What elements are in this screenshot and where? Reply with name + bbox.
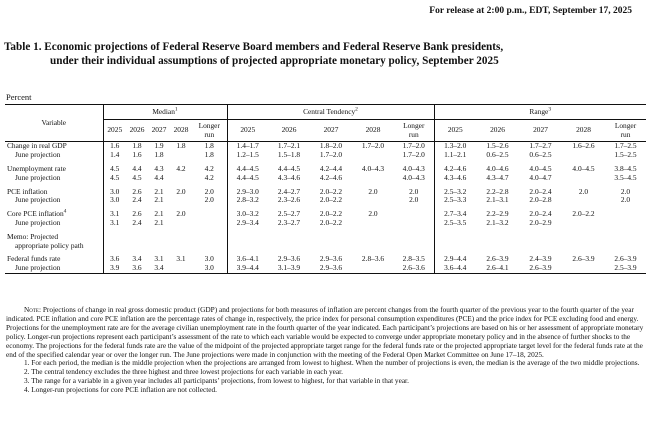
median-cell: 4.5 bbox=[103, 174, 126, 183]
range-cell: 2.0 bbox=[620, 195, 631, 205]
range-cell bbox=[562, 219, 605, 228]
range-cell bbox=[476, 242, 519, 251]
central-tendency-cell bbox=[268, 233, 310, 242]
range-cell: 4.0–4.5 bbox=[572, 163, 595, 173]
central-tendency-cell: 1.7–2.0 bbox=[319, 150, 343, 160]
median-cell: 4.5 bbox=[132, 172, 142, 182]
median-cell bbox=[192, 233, 227, 242]
range-cell: 2.5–3.9 bbox=[605, 264, 646, 273]
row-label: June projection bbox=[15, 150, 61, 160]
central-tendency-cell: 3.1–3.9 bbox=[268, 264, 310, 273]
range-cell bbox=[562, 174, 605, 183]
median-cell: 3.1 bbox=[176, 254, 186, 264]
central-tendency-cell bbox=[352, 233, 394, 242]
title-line-1: Table 1. Economic projections of Federal Reserve Board members and Federal Reserve Bank presidents, bbox=[4, 41, 504, 53]
central-tendency-cell: 2.9–3.6 bbox=[319, 254, 343, 264]
row-label: appropriate policy path bbox=[15, 240, 84, 250]
central-tendency-cell: 1.7–2.0 bbox=[361, 141, 385, 151]
central-tendency-cell: 1.7–2.0 bbox=[402, 150, 425, 160]
median-cell bbox=[192, 210, 227, 219]
range-cell bbox=[562, 151, 605, 160]
median-cell: 1.6 bbox=[132, 150, 142, 160]
median-cell: 2.6 bbox=[132, 209, 142, 219]
median-cell: 2.1 bbox=[154, 217, 164, 227]
median-cell bbox=[126, 233, 148, 242]
median-cell: 1.9 bbox=[154, 141, 164, 151]
median-cell: 4.4 bbox=[154, 172, 164, 182]
range-cell: 2.1–3.2 bbox=[486, 217, 509, 227]
range-cell: 2.6–3.9 bbox=[614, 254, 637, 264]
central-tendency-cell bbox=[352, 196, 394, 205]
units-label: Percent bbox=[6, 92, 32, 102]
row-label: Memo: Projected bbox=[7, 231, 59, 241]
range-cell: 4.0–4.5 bbox=[529, 163, 552, 173]
central-tendency-cell: 2.3–2.7 bbox=[277, 217, 301, 227]
table-row bbox=[5, 242, 646, 251]
central-tendency-cell: 1.4–1.7 bbox=[227, 142, 268, 151]
row-label: June projection bbox=[15, 195, 61, 205]
year-header: 2025 bbox=[434, 119, 476, 142]
range-cell bbox=[434, 242, 476, 251]
median-cell: 3.0 bbox=[192, 264, 227, 273]
median-cell: 3.1 bbox=[103, 219, 126, 228]
central-tendency-cell bbox=[268, 242, 310, 251]
central-tendency-cell: 2.8–3.2 bbox=[227, 196, 268, 205]
range-cell: 2.5–3.5 bbox=[434, 219, 476, 228]
median-cell: 4.3 bbox=[154, 163, 164, 173]
range-cell: 2.2–2.8 bbox=[486, 186, 509, 196]
central-tendency-cell bbox=[394, 233, 434, 242]
median-cell: 4.2 bbox=[204, 163, 214, 173]
median-cell: 3.6 bbox=[126, 264, 148, 273]
median-cell bbox=[103, 233, 126, 242]
central-tendency-cell: 3.0–3.2 bbox=[227, 210, 268, 219]
year-header: 2026 bbox=[126, 119, 148, 142]
range-cell: 4.0–4.6 bbox=[486, 163, 509, 173]
central-tendency-cell: 4.4–4.5 bbox=[227, 174, 268, 183]
central-tendency-cell: 2.9–3.6 bbox=[310, 264, 352, 273]
central-tendency-cell: 2.0 bbox=[409, 195, 419, 205]
central-tendency-cell bbox=[227, 233, 268, 242]
central-tendency-cell: 2.0–2.2 bbox=[319, 209, 343, 219]
range-cell: 2.6–3.9 bbox=[572, 254, 595, 264]
central-tendency-cell bbox=[310, 242, 352, 251]
table-body bbox=[5, 142, 646, 274]
central-tendency-cell: 2.0 bbox=[368, 209, 378, 219]
range-cell: 2.6–3.9 bbox=[486, 254, 509, 264]
central-tendency-cell: 2.0 bbox=[409, 186, 419, 196]
median-cell: 2.0 bbox=[176, 209, 186, 219]
range-cell bbox=[476, 233, 519, 242]
central-tendency-cell bbox=[352, 242, 394, 251]
median-cell: 3.0 bbox=[204, 254, 214, 264]
median-cell: 4.2 bbox=[204, 172, 214, 182]
central-tendency-cell: 4.0–4.3 bbox=[402, 172, 425, 182]
central-tendency-cell: 2.9–3.0 bbox=[227, 188, 268, 197]
central-tendency-cell: 2.3–2.6 bbox=[277, 195, 301, 205]
range-cell: 0.6–2.5 bbox=[486, 150, 509, 160]
central-tendency-cell: 2.8–3.6 bbox=[361, 254, 385, 264]
range-cell: 0.6–2.5 bbox=[529, 150, 552, 160]
median-cell bbox=[170, 151, 192, 160]
range-cell bbox=[562, 196, 605, 205]
median-cell bbox=[170, 196, 192, 205]
central-tendency-cell bbox=[394, 210, 434, 219]
median-cell: 3.1 bbox=[154, 254, 164, 264]
range-cell: 1.5–2.6 bbox=[486, 141, 509, 151]
range-cell bbox=[605, 233, 646, 242]
median-cell: 1.8 bbox=[204, 150, 214, 160]
year-header: 2028 bbox=[352, 119, 394, 142]
median-cell: 4.2 bbox=[176, 163, 186, 173]
central-tendency-header: Central Tendency$^2$ bbox=[227, 105, 434, 120]
range-cell: 3.5–4.5 bbox=[614, 172, 637, 182]
range-cell: 2.6–3.9 bbox=[519, 264, 562, 273]
central-tendency-cell: 2.4–2.7 bbox=[277, 186, 301, 196]
range-cell bbox=[605, 210, 646, 219]
median-cell: 1.8 bbox=[132, 141, 142, 151]
table-row bbox=[5, 174, 646, 183]
central-tendency-cell bbox=[310, 233, 352, 242]
row-label: June projection bbox=[15, 217, 61, 227]
central-tendency-cell: 2.9–3.4 bbox=[227, 219, 268, 228]
median-cell: 1.6 bbox=[103, 142, 126, 151]
median-cell: 2.0 bbox=[176, 186, 186, 196]
title-line-2: under their individual assumptions of projected appropriate monetary policy, September 2025 bbox=[50, 55, 499, 67]
range-cell: 1.7–2.7 bbox=[529, 141, 552, 151]
range-cell bbox=[434, 233, 476, 242]
range-cell: 3.6–4.4 bbox=[434, 264, 476, 273]
range-cell: 2.0–2.2 bbox=[572, 209, 595, 219]
table-row bbox=[5, 196, 646, 205]
median-cell: 4.5 bbox=[103, 165, 126, 174]
row-label: PCE inflation bbox=[7, 186, 48, 196]
range-cell: 2.0–2.4 bbox=[529, 209, 552, 219]
table-row bbox=[5, 233, 646, 242]
note-2: 2. The central tendency excludes the three highest and three lowest projections for each variable in each year. bbox=[24, 367, 343, 377]
median-cell bbox=[170, 174, 192, 183]
median-cell bbox=[192, 242, 227, 251]
longer-run-header: Longer run bbox=[192, 119, 227, 142]
central-tendency-cell bbox=[352, 219, 394, 228]
central-tendency-cell bbox=[227, 242, 268, 251]
central-tendency-cell: 2.8–3.5 bbox=[402, 254, 425, 264]
central-tendency-cell: 4.2–4.4 bbox=[319, 163, 343, 173]
range-cell: 1.6–2.6 bbox=[572, 141, 595, 151]
row-label: June projection bbox=[5, 264, 103, 273]
central-tendency-cell: 1.7–2.0 bbox=[402, 141, 425, 151]
table-title bbox=[4, 40, 646, 68]
median-header: Median$^1$ bbox=[103, 105, 227, 120]
longer-run-header: Longer run bbox=[394, 119, 434, 142]
range-cell: 2.7–3.4 bbox=[434, 210, 476, 219]
note-lead: Note: Projections of change in real gross domestic product (GDP) and projections for both measures of inflation are percent changes from the fourth quarter of the previous year to the fourth quarter of the year indicated. PCE inflation and core PCE inflation are the percentage rates of change in, respectively, the price index for personal consumption expenditures (PCE) and the price index for PCE excluding food and energy. Projections for the unemployment rate are for the average civilian unemployment rate in the fourth quarter of the year indicated. Each participant’s projections are based on his or her assessment of appropriate monetary policy. Longer-run projections represent each participant’s assessment of the rate to which each variable would be expected to converge under appropriate monetary policy and in the absence of further shocks to the economy. The projections for the federal funds rate are the value of the midpoint of the projected appropriate target range for the federal funds rate or the projected appropriate target level for the federal funds rate at the end of the specified calendar year or over the longer run. The June projections were made in conjunction with the meeting of the Federal Open Market Committee on June 17–18, 2025. bbox=[6, 305, 644, 359]
row-label: Unemployment rate bbox=[7, 163, 66, 173]
median-cell: 1.8 bbox=[176, 141, 186, 151]
range-cell bbox=[519, 233, 562, 242]
year-header: 2028 bbox=[562, 119, 605, 142]
central-tendency-cell: 4.4–4.5 bbox=[277, 163, 301, 173]
year-header: 2025 bbox=[227, 119, 268, 142]
central-tendency-cell: 4.3–4.6 bbox=[277, 172, 301, 182]
range-cell: 2.2–2.9 bbox=[486, 209, 509, 219]
range-cell bbox=[605, 242, 646, 251]
year-header: 2027 bbox=[519, 119, 562, 142]
central-tendency-cell: 3.9–4.4 bbox=[227, 264, 268, 273]
median-cell: 3.0 bbox=[103, 196, 126, 205]
central-tendency-cell: 4.0–4.3 bbox=[402, 163, 425, 173]
note-4: 4. Longer-run projections for core PCE inflation are not collected. bbox=[24, 385, 217, 395]
range-cell: 1.5–2.5 bbox=[614, 150, 637, 160]
year-header: 2025 bbox=[103, 119, 126, 142]
table-row bbox=[5, 151, 646, 160]
median-cell: 2.6 bbox=[132, 186, 142, 196]
range-cell: 2.5–3.3 bbox=[434, 196, 476, 205]
central-tendency-cell: 1.5–1.8 bbox=[277, 150, 301, 160]
median-cell bbox=[126, 242, 148, 251]
median-cell: 3.0 bbox=[103, 188, 126, 197]
range-cell: 2.9–4.4 bbox=[434, 255, 476, 264]
row-label: Federal funds rate bbox=[7, 254, 61, 264]
year-header: 2027 bbox=[148, 119, 170, 142]
central-tendency-cell bbox=[394, 242, 434, 251]
median-cell: 3.1 bbox=[103, 210, 126, 219]
median-cell: 3.4 bbox=[148, 264, 170, 273]
central-tendency-cell: 1.2–1.5 bbox=[227, 151, 268, 160]
median-cell: 2.4 bbox=[132, 217, 142, 227]
central-tendency-cell: 1.7–2.1 bbox=[277, 141, 301, 151]
table-row bbox=[5, 219, 646, 228]
median-cell: 3.9 bbox=[103, 264, 126, 273]
range-cell: 2.1–3.1 bbox=[486, 195, 509, 205]
range-cell: 2.0–2.8 bbox=[529, 195, 552, 205]
row-label: Change in real GDP bbox=[7, 141, 67, 151]
range-cell: 4.2–4.6 bbox=[434, 165, 476, 174]
longer-run-header: Longer run bbox=[605, 119, 646, 142]
projections-table bbox=[5, 104, 646, 274]
range-header: Range$^3$ bbox=[434, 105, 646, 120]
range-cell bbox=[562, 242, 605, 251]
central-tendency-cell: 2.0 bbox=[368, 186, 378, 196]
range-cell: 2.0 bbox=[578, 186, 589, 196]
central-tendency-cell bbox=[352, 151, 394, 160]
central-tendency-cell: 3.6–4.1 bbox=[227, 255, 268, 264]
range-cell: 4.0–4.7 bbox=[529, 172, 552, 182]
year-header: 2026 bbox=[268, 119, 310, 142]
central-tendency-cell: 2.0–2.2 bbox=[319, 195, 343, 205]
median-cell bbox=[170, 264, 192, 273]
median-cell bbox=[103, 242, 126, 251]
note-3: 3. The range for a variable in a given year includes all participants’ projections, from lowest to highest, for that variable in that year. bbox=[24, 376, 409, 386]
median-cell: 3.6 bbox=[103, 255, 126, 264]
median-cell: 2.0 bbox=[204, 186, 214, 196]
range-cell: 1.7–2.5 bbox=[614, 141, 637, 151]
median-cell bbox=[192, 219, 227, 228]
range-cell: 1.1–2.1 bbox=[434, 151, 476, 160]
median-cell bbox=[148, 242, 170, 251]
range-cell: 2.6–4.1 bbox=[476, 264, 519, 273]
release-notice: For release at 2:00 p.m., EDT, September 17, 2025 bbox=[429, 6, 632, 16]
median-cell: 3.4 bbox=[132, 254, 142, 264]
central-tendency-cell: 4.2–4.6 bbox=[319, 172, 343, 182]
year-header: 2027 bbox=[310, 119, 352, 142]
range-cell bbox=[605, 219, 646, 228]
median-cell: 2.1 bbox=[154, 209, 164, 219]
central-tendency-cell: 2.0–2.2 bbox=[319, 186, 343, 196]
range-cell: 1.3–2.0 bbox=[434, 142, 476, 151]
median-cell: 1.8 bbox=[154, 150, 164, 160]
central-tendency-cell: 4.0–4.3 bbox=[361, 163, 385, 173]
range-cell: 2.0–2.9 bbox=[529, 217, 552, 227]
range-cell: 4.3–4.6 bbox=[434, 174, 476, 183]
range-cell: 3.8–4.5 bbox=[614, 163, 637, 173]
median-cell: 2.0 bbox=[204, 195, 214, 205]
range-cell bbox=[562, 233, 605, 242]
central-tendency-cell: 2.6–3.6 bbox=[394, 264, 434, 273]
range-cell bbox=[519, 242, 562, 251]
median-cell bbox=[148, 233, 170, 242]
range-cell bbox=[562, 264, 605, 273]
central-tendency-cell: 2.9–3.6 bbox=[277, 254, 301, 264]
central-tendency-cell: 2.0–2.2 bbox=[319, 217, 343, 227]
range-cell: 2.0 bbox=[620, 186, 631, 196]
central-tendency-cell: 1.8–2.0 bbox=[319, 141, 343, 151]
median-cell: 2.1 bbox=[154, 195, 164, 205]
range-cell: 2.0–2.4 bbox=[529, 186, 552, 196]
note-1: 1. For each period, the median is the middle projection when the projections are arranged from lowest to highest. When the number of projections is even, the median is the average of the two middle projections. bbox=[24, 358, 640, 368]
median-cell bbox=[170, 242, 192, 251]
row-label: Core PCE inflation$^4$ bbox=[7, 208, 67, 219]
variable-header: Variable bbox=[5, 105, 103, 142]
year-header: 2028 bbox=[170, 119, 192, 142]
central-tendency-cell: 2.5–2.7 bbox=[277, 209, 301, 219]
median-cell: 2.1 bbox=[154, 186, 164, 196]
range-cell: 2.5–3.2 bbox=[434, 188, 476, 197]
median-cell: 2.4 bbox=[132, 195, 142, 205]
notes-section bbox=[6, 306, 646, 395]
central-tendency-cell bbox=[394, 219, 434, 228]
median-cell bbox=[170, 233, 192, 242]
median-cell bbox=[170, 219, 192, 228]
central-tendency-cell bbox=[352, 174, 394, 183]
range-cell: 2.4–3.9 bbox=[529, 254, 552, 264]
median-cell: 1.8 bbox=[204, 141, 214, 151]
row-label: June projection bbox=[15, 172, 61, 182]
year-header: 2026 bbox=[476, 119, 519, 142]
median-cell: 4.4 bbox=[132, 163, 142, 173]
median-cell: 1.4 bbox=[103, 151, 126, 160]
table-row bbox=[5, 264, 646, 273]
range-cell: 4.3–4.7 bbox=[486, 172, 509, 182]
central-tendency-cell: 4.4–4.5 bbox=[227, 165, 268, 174]
central-tendency-cell bbox=[352, 264, 394, 273]
